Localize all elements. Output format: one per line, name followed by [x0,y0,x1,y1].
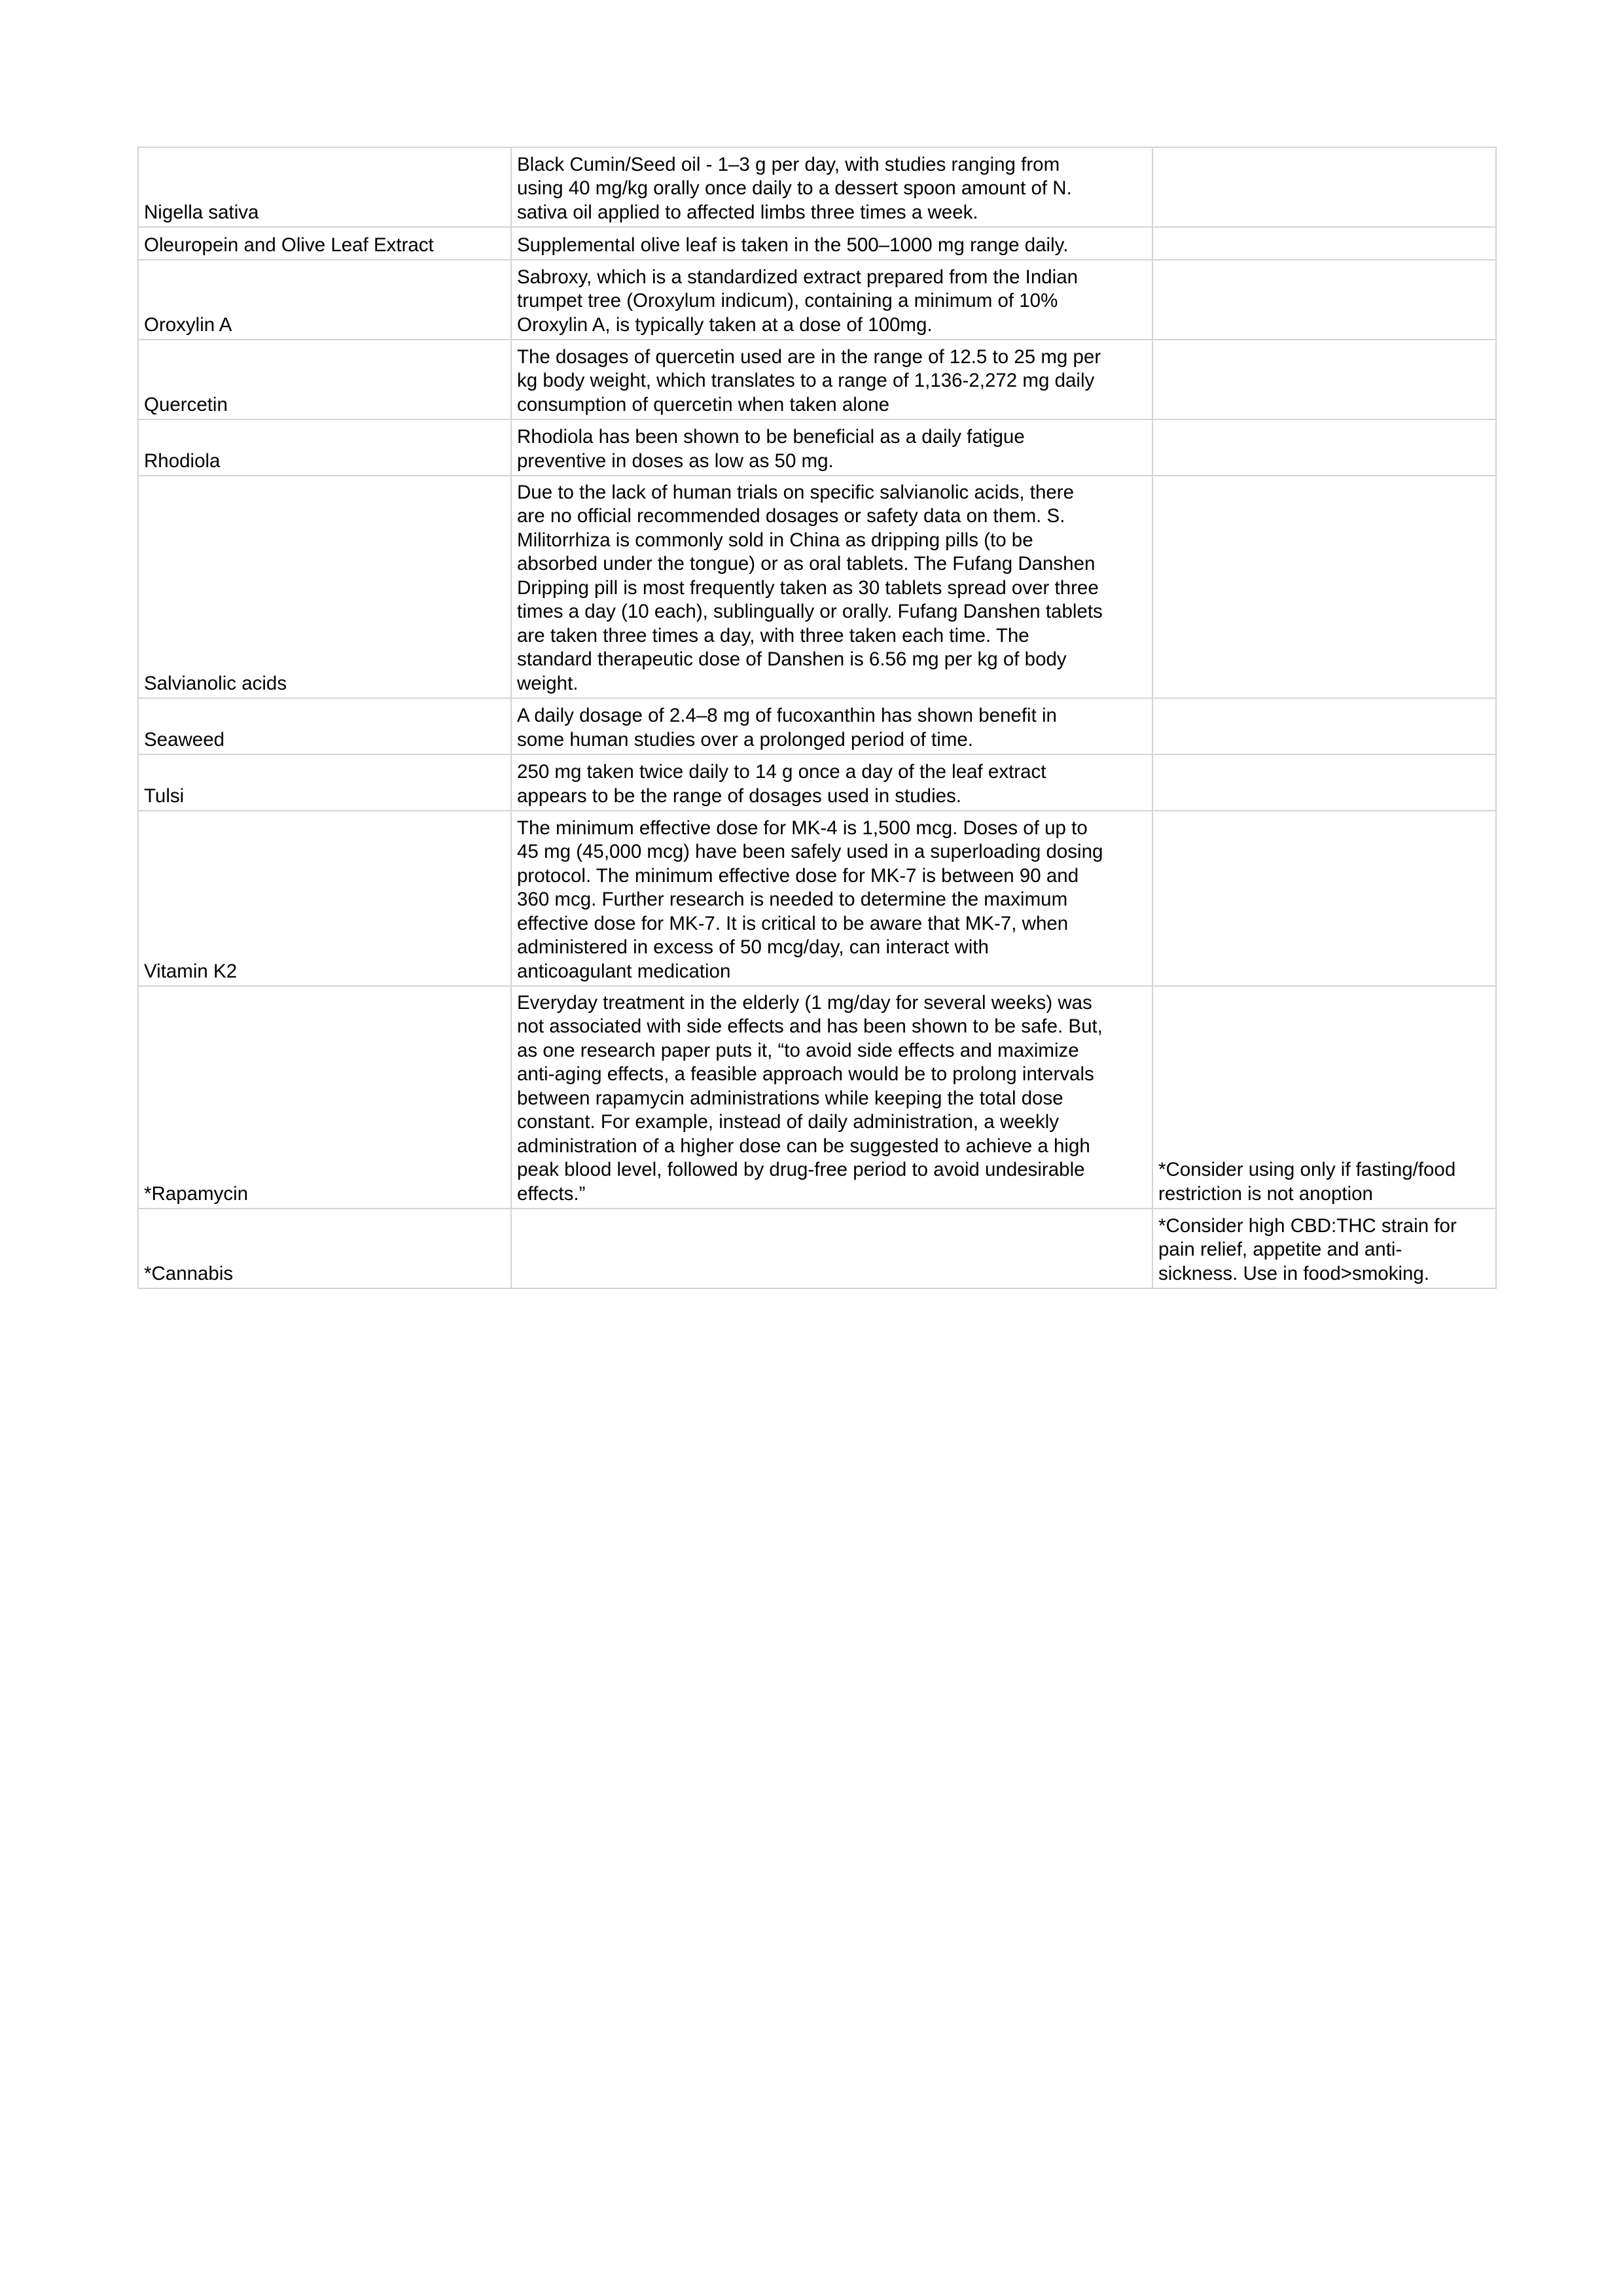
note-cell [1152,419,1496,476]
substance-name-cell: Tulsi [138,754,511,811]
table-row [138,1209,1496,1288]
table-row [138,227,1496,260]
substance-name-cell: Seaweed [138,698,511,754]
note-cell [1152,698,1496,754]
substance-name-cell: Rhodiola [138,419,511,476]
substance-name-cell: Nigella sativa [138,147,511,227]
substance-name-cell: Oroxylin A [138,260,511,340]
note-cell: *Consider high CBD:THC strain for pain relief, appetite and anti- sickness. Use in food>smoking. [1152,1209,1496,1288]
table-row [138,986,1496,1209]
note-cell: *Consider using only if fasting/food restriction is not anoption [1152,986,1496,1209]
table-row [138,754,1496,811]
note-cell [1152,147,1496,227]
table-row [138,811,1496,986]
table-row [138,147,1496,227]
note-cell [1152,260,1496,340]
note-cell [1152,340,1496,419]
dosage-cell: Due to the lack of human trials on specific salvianolic acids, there are no official recommended dosages or safety data on them. S. Militorrhiza is commonly sold in China as dripping pills (to be absorbed under the tongue) or as oral tablets. The Fufang Danshen Dripping pill is most frequently taken as 30 tablets spread over three times a day (10 each), sublingually or orally. Fufang Danshen tablets are taken three times a day, with three taken each time. The standard therapeutic dose of Danshen is 6.56 mg per kg of body weight. [511,476,1152,698]
table-body [138,147,1496,1288]
dosage-cell: The dosages of quercetin used are in the range of 12.5 to 25 mg per kg body weight, which translates to a range of 1,136-2,272 mg daily consumption of quercetin when taken alone [511,340,1152,419]
supplement-dosage-table [137,147,1497,1289]
table-row [138,260,1496,340]
dosage-cell: Black Cumin/Seed oil - 1–3 g per day, with studies ranging from using 40 mg/kg orally once daily to a dessert spoon amount of N. sativa oil applied to affected limbs three times a week. [511,147,1152,227]
table-row [138,419,1496,476]
note-cell [1152,476,1496,698]
dosage-cell: A daily dosage of 2.4–8 mg of fucoxanthin has shown benefit in some human studies over a prolonged period of time. [511,698,1152,754]
note-cell [1152,227,1496,260]
table-row [138,340,1496,419]
dosage-cell: The minimum effective dose for MK-4 is 1,500 mcg. Doses of up to 45 mg (45,000 mcg) have been safely used in a superloading dosing protocol. The minimum effective dose for MK-7 is between 90 and 360 mcg. Further research is needed to determine the maximum effective dose for MK-7. It is critical to be aware that MK-7, when administered in excess of 50 mcg/day, can interact with anticoagulant medication [511,811,1152,986]
table-row [138,476,1496,698]
substance-name-cell: Oleuropein and Olive Leaf Extract [138,227,511,260]
dosage-cell: Rhodiola has been shown to be beneficial as a daily fatigue preventive in doses as low as 50 mg. [511,419,1152,476]
note-cell [1152,811,1496,986]
dosage-cell [511,1209,1152,1288]
dosage-cell: Everyday treatment in the elderly (1 mg/day for several weeks) was not associated with side effects and has been shown to be safe. But, as one research paper puts it, “to avoid side effects and maximize anti-aging effects, a feasible approach would be to prolong intervals between rapamycin administrations while keeping the total dose constant. For example, instead of daily administration, a weekly administration of a higher dose can be suggested to achieve a high peak blood level, followed by drug-free period to avoid undesirable effects.” [511,986,1152,1209]
substance-name-cell: Quercetin [138,340,511,419]
table-row [138,698,1496,754]
dosage-cell: Sabroxy, which is a standardized extract prepared from the Indian trumpet tree (Oroxylum indicum), containing a minimum of 10% Oroxylin A, is typically taken at a dose of 100mg. [511,260,1152,340]
substance-name-cell: Vitamin K2 [138,811,511,986]
note-cell [1152,754,1496,811]
dosage-cell: 250 mg taken twice daily to 14 g once a day of the leaf extract appears to be the range of dosages used in studies. [511,754,1152,811]
substance-name-cell: *Rapamycin [138,986,511,1209]
substance-name-cell: *Cannabis [138,1209,511,1288]
dosage-cell: Supplemental olive leaf is taken in the 500–1000 mg range daily. [511,227,1152,260]
substance-name-cell: Salvianolic acids [138,476,511,698]
